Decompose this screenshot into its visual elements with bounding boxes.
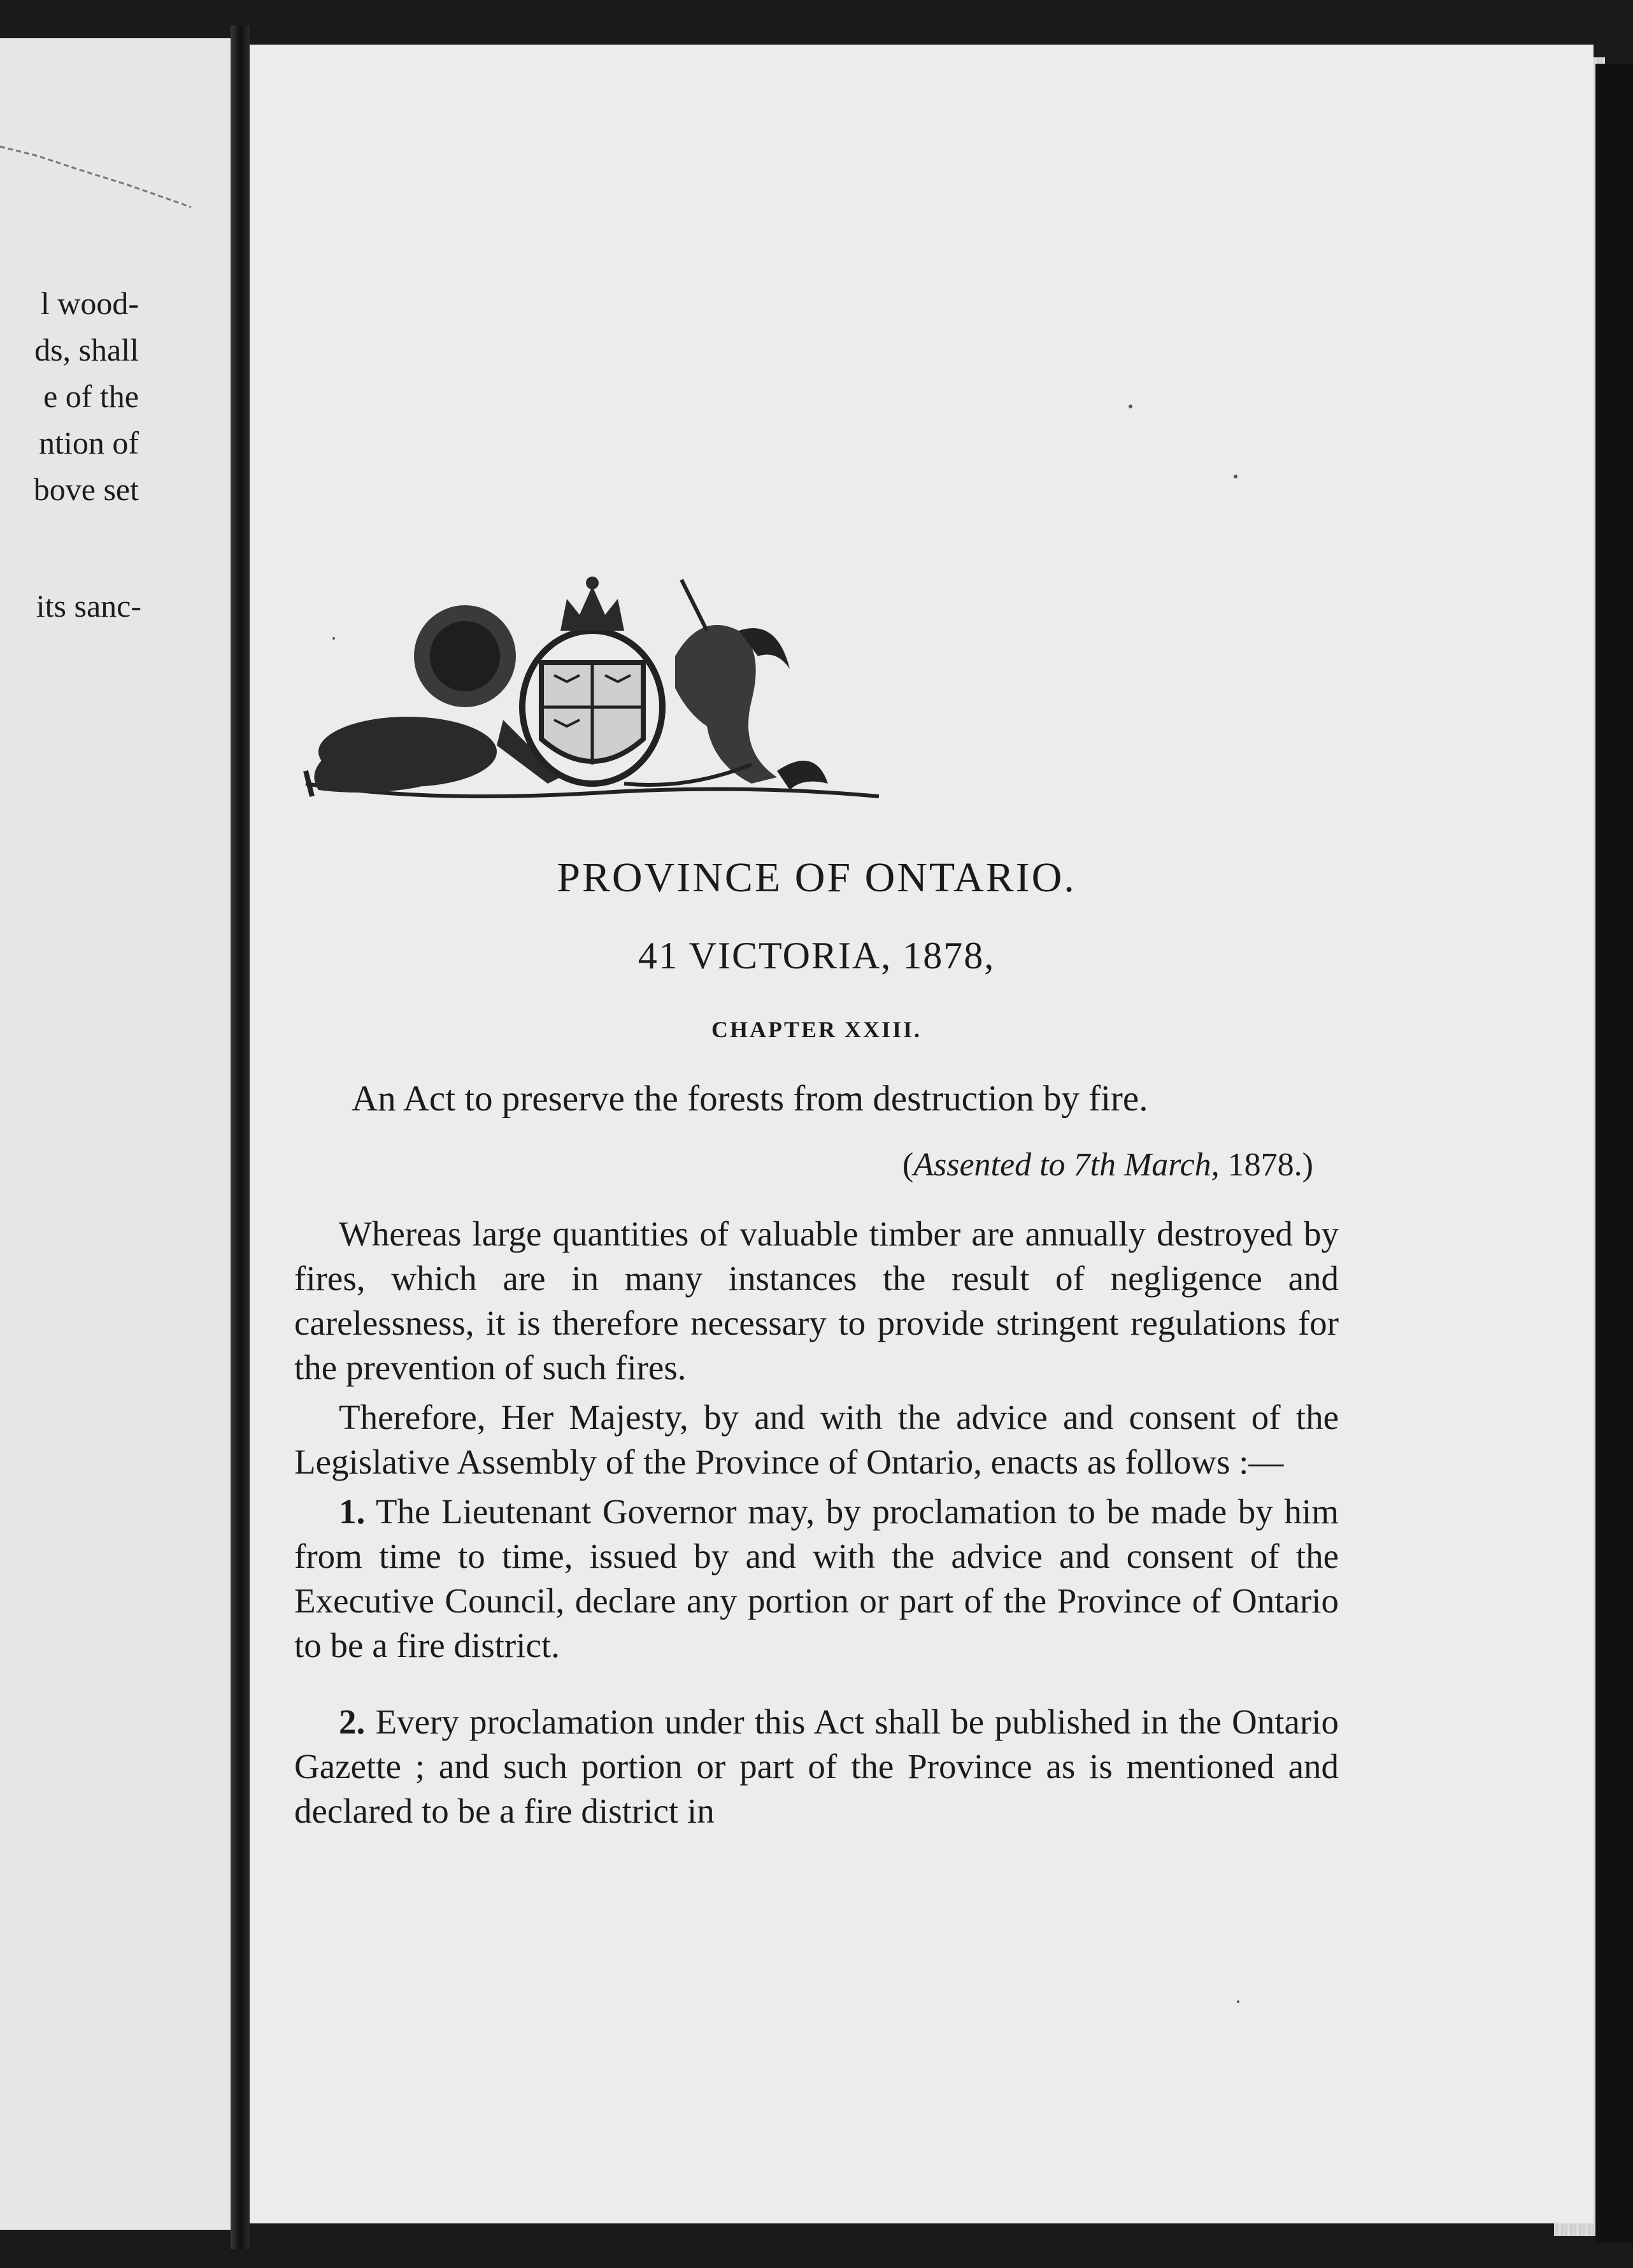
crown-icon (560, 577, 624, 631)
left-fragment: l wood- (40, 285, 139, 321)
left-fragment: ntion of (39, 425, 139, 461)
page-title: PROVINCE OF ONTARIO. (557, 854, 1076, 901)
act-title: An Act to preserve the forests from destruction by fire. (352, 1079, 1148, 1119)
section-2: 2. Every proclamation under this Act shall be published in the Ontario Gazette ; and such portion or part of the Province as is mentioned and declared to be a fire district in (294, 1702, 1339, 1830)
royal-coat-of-arms (293, 561, 892, 815)
book-gutter (231, 25, 250, 2249)
unicorn-icon (675, 580, 828, 790)
act-content (294, 803, 1339, 1834)
pencil-mark (0, 140, 210, 217)
left-facing-page (0, 38, 231, 2230)
section-1: 1. The Lieutenant Governor may, by proclamation to be made by him from time to time, issued by and with the advice and consent of the Executive Council, declare any portion or part of the Province of Ontario to be a fire district. (294, 1492, 1339, 1665)
chapter-heading: CHAPTER XXIII. (711, 1017, 922, 1042)
left-fragment: ds, shall (34, 332, 139, 368)
shield-icon (522, 631, 662, 784)
left-fragment-last: its sanc- (36, 588, 141, 624)
left-page-text-fragments (34, 280, 139, 513)
left-fragment: e of the (43, 378, 139, 414)
reign-year: 41 VICTORIA, 1878, (638, 935, 995, 977)
preamble: Whereas large quantities of valuable timber are annually destroyed by fires, which are in many instances the result of negligence and carelessness, it is therefore necessary to provide stringent regulations for the prevention of such fires. (294, 1214, 1339, 1387)
assent-date: (Assented to 7th March, 1878.) (902, 1147, 1313, 1183)
background-right (1595, 64, 1633, 2243)
enacting-clause: Therefore, Her Majesty, by and with the advice and consent of the Legislative Assembly of the Province of Ontario, enacts as follows :— (294, 1398, 1339, 1481)
left-fragment: bove set (33, 471, 139, 507)
